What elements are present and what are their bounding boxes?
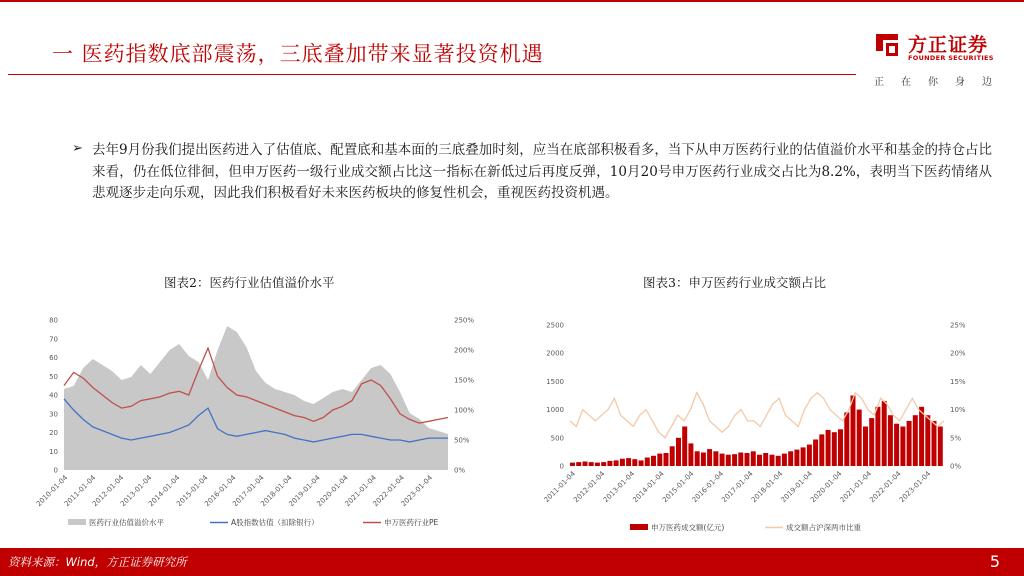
bar — [888, 415, 893, 466]
x-tick-label: 2022-01-04 — [868, 469, 903, 505]
left-tick-label: 70 — [49, 335, 58, 344]
x-tick-label: 2015-01-04 — [175, 473, 210, 509]
bar — [851, 396, 856, 467]
slogan-char: 你 — [928, 77, 938, 88]
logo-english-name: FOUNDER SECURITIES — [908, 54, 994, 62]
slogan-char: 正 — [874, 77, 884, 88]
bar — [763, 453, 768, 466]
legend-label: A股指数估值（扣除银行） — [231, 518, 319, 527]
bar — [651, 456, 656, 466]
right-tick-label: 20% — [950, 349, 966, 358]
right-tick-label: 50% — [454, 436, 470, 445]
right-tick-label: 0% — [950, 462, 962, 471]
bar — [932, 421, 937, 466]
bar — [894, 424, 899, 466]
bar — [863, 427, 868, 467]
x-tick-label: 2018-01-04 — [749, 469, 785, 505]
x-tick-label: 2015-01-04 — [661, 469, 696, 505]
bar — [676, 438, 681, 466]
left-tick-label: 40 — [49, 391, 58, 400]
x-tick-label: 2016-01-04 — [203, 473, 238, 509]
left-tick-label: 2500 — [546, 321, 564, 330]
bar — [639, 460, 644, 466]
left-tick-label: 20 — [49, 429, 58, 437]
x-tick-label: 2011-01-04 — [62, 473, 98, 509]
bar — [607, 461, 612, 466]
left-tick-label: 0 — [559, 462, 564, 471]
left-tick-label: 50 — [49, 372, 58, 381]
top-decor — [0, 0, 1024, 8]
bar — [645, 458, 650, 467]
legend-swatch — [630, 524, 648, 530]
right-tick-label: 15% — [950, 377, 966, 386]
bar — [583, 462, 588, 467]
right-tick-label: 150% — [454, 376, 475, 385]
right-tick-label: 25% — [950, 321, 966, 330]
bar — [938, 427, 943, 467]
right-tick-label: 250% — [454, 316, 475, 325]
logo-mark-icon — [872, 30, 902, 60]
x-tick-label: 2019-01-04 — [287, 473, 322, 509]
left-tick-label: 1500 — [546, 377, 564, 386]
slogan-char: 身 — [955, 77, 965, 88]
left-tick-label: 2000 — [546, 349, 564, 358]
bar — [614, 460, 619, 466]
bar — [919, 407, 924, 466]
x-tick-label: 2021-01-04 — [838, 469, 874, 505]
right-tick-label: 100% — [454, 406, 475, 415]
data-source: 资料来源：Wind，方正证券研究所 — [8, 555, 187, 569]
bar — [745, 453, 750, 466]
bar — [576, 462, 581, 466]
left-tick-label: 10 — [49, 447, 58, 456]
legend-label: 成交额占沪深两市比重 — [786, 523, 861, 532]
chart3-caption: 图表3：申万医药行业成交额占比 — [643, 275, 826, 290]
bar — [907, 421, 912, 466]
bar — [788, 451, 793, 466]
x-tick-label: 2012-01-04 — [572, 469, 607, 505]
bar — [688, 443, 693, 466]
bar — [801, 447, 806, 466]
bar — [913, 415, 918, 466]
bar — [857, 410, 862, 466]
logo-slogan — [874, 73, 992, 88]
left-tick-label: 80 — [49, 316, 58, 325]
x-tick-label: 2010-01-04 — [34, 473, 70, 509]
bar — [682, 427, 687, 467]
footer-bar — [0, 548, 1024, 576]
bar — [738, 453, 743, 467]
bar — [770, 455, 775, 466]
bar — [826, 430, 831, 466]
x-tick-label: 2013-01-04 — [601, 469, 637, 505]
bar — [670, 446, 675, 466]
chart2-valuation-premium — [30, 300, 496, 545]
bar — [595, 463, 600, 466]
left-tick-label: 1000 — [546, 406, 564, 415]
x-tick-label: 2021-01-04 — [343, 473, 378, 509]
legend-label: 申万医药行业PE — [384, 518, 439, 527]
legend-label: 申万医药成交额(亿元) — [651, 523, 725, 532]
bar — [570, 463, 575, 466]
bar — [757, 455, 762, 466]
x-tick-label: 2020-01-04 — [315, 473, 350, 509]
bar — [751, 451, 756, 466]
bar — [713, 451, 718, 466]
x-tick-label: 2020-01-04 — [809, 469, 844, 505]
left-tick-label: 30 — [49, 410, 58, 419]
bar — [707, 449, 712, 466]
bar — [882, 401, 887, 466]
bar — [626, 458, 631, 466]
bar — [620, 459, 625, 466]
bar — [782, 454, 787, 466]
company-logo — [872, 28, 1012, 92]
bar — [869, 418, 874, 466]
bar — [844, 412, 849, 466]
slogan-char: 边 — [982, 77, 992, 88]
chart3-turnover-share — [530, 300, 1000, 545]
bar — [732, 454, 737, 466]
right-tick-label: 0% — [454, 466, 466, 475]
bar — [664, 453, 669, 466]
bar — [875, 407, 880, 466]
legend-swatch — [68, 519, 86, 525]
chart2-caption: 图表2：医药行业估值溢价水平 — [164, 275, 335, 290]
x-tick-label: 2022-01-04 — [371, 473, 406, 509]
bar — [819, 434, 824, 466]
bar — [794, 450, 799, 466]
x-tick-label: 2014-01-04 — [631, 469, 666, 505]
legend-label: 医药行业估值溢价水平 — [89, 518, 164, 527]
bar — [776, 456, 781, 466]
slogan-char: 在 — [901, 77, 911, 88]
title-divider — [8, 74, 856, 75]
bar — [726, 455, 731, 466]
bar — [601, 462, 606, 466]
x-tick-label: 2017-01-04 — [231, 473, 266, 509]
x-tick-label: 2012-01-04 — [90, 473, 126, 509]
left-tick-label: 60 — [49, 354, 58, 362]
x-tick-label: 2023-01-04 — [399, 473, 435, 509]
bar — [657, 454, 662, 466]
bar — [925, 415, 930, 466]
bar — [632, 459, 637, 466]
page-title: 一 医药指数底部震荡，三底叠加带来显著投资机遇 — [52, 42, 544, 66]
x-tick-label: 2023-01-04 — [897, 469, 933, 505]
bar — [701, 453, 706, 467]
right-tick-label: 10% — [950, 406, 966, 415]
left-tick-label: 500 — [550, 434, 564, 443]
bar — [807, 445, 812, 466]
x-tick-label: 2011-01-04 — [542, 469, 578, 505]
bar — [813, 440, 818, 467]
right-tick-label: 200% — [454, 346, 475, 355]
bar — [720, 454, 725, 466]
bar — [589, 462, 594, 466]
x-tick-label: 2013-01-04 — [119, 473, 154, 509]
x-tick-label: 2014-01-04 — [147, 473, 182, 509]
left-tick-label: 0 — [53, 466, 58, 475]
body-paragraph: 去年9月份我们提出医药进入了估值底、配置底和基本面的三底叠加时刻，应当在底部积极看多，当下从申万医药行业的估值溢价水平和基金的持仓占比来看，仍在低位徘徊，但申万医药一级行业成交额占比这一指标在新低过后再度反弹，10月20号申万医药行业成交占比为8.2%，表明当下医药情绪从悲观逐步走向乐观，因此我们积极看好未来医药板块的修复性机会，重视医药投资机遇。 — [92, 142, 992, 201]
x-tick-label: 2016-01-04 — [690, 469, 726, 505]
logo-name: 方正证券 — [908, 34, 989, 56]
x-tick-label: 2018-01-04 — [259, 473, 294, 509]
right-tick-label: 5% — [950, 434, 962, 443]
arrow-bullet-icon: ➢ — [72, 141, 83, 156]
page-number: 5 — [989, 552, 1000, 571]
bar — [832, 432, 837, 466]
bar — [838, 429, 843, 466]
x-tick-label: 2017-01-04 — [720, 469, 755, 505]
bar — [695, 451, 700, 466]
bar — [900, 427, 905, 467]
x-tick-label: 2019-01-04 — [779, 469, 814, 505]
